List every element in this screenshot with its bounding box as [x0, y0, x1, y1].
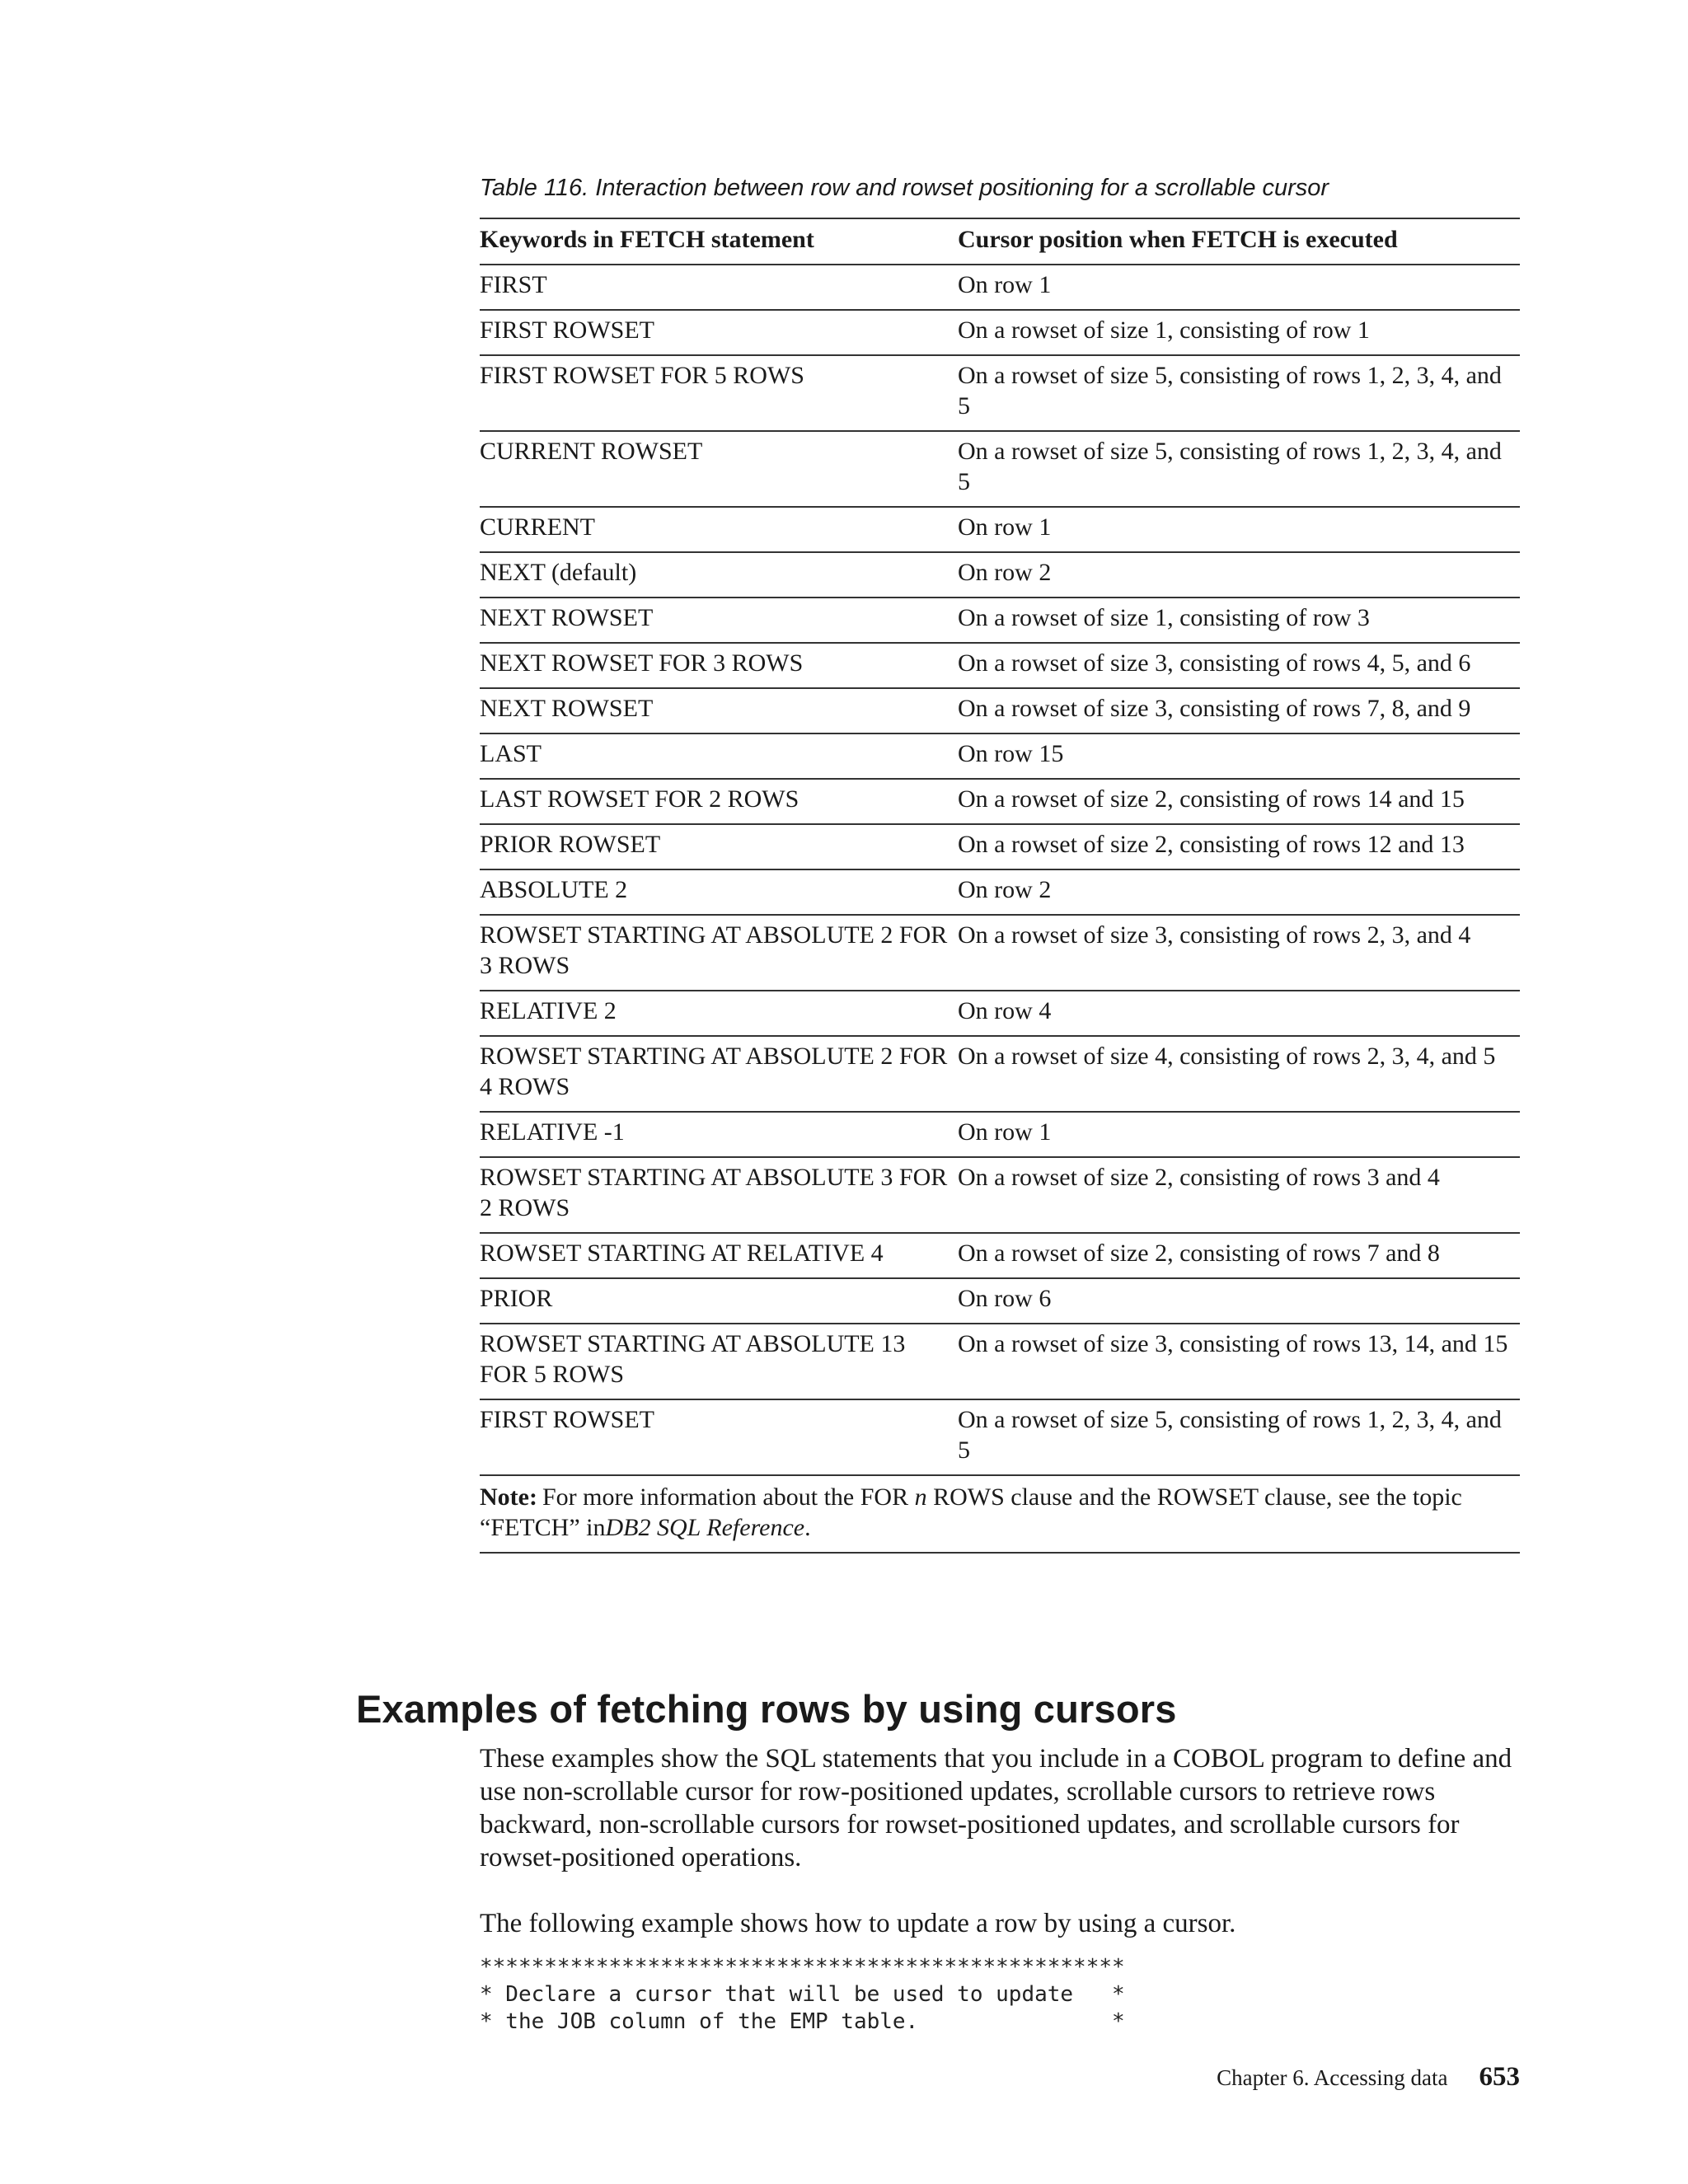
cursor-position-cell: On a rowset of size 2, consisting of rows 7 and 8 [958, 1233, 1520, 1278]
cursor-position-cell: On a rowset of size 3, consisting of rows 13, 14, and 15 [958, 1324, 1520, 1399]
table-row [480, 1036, 1520, 1112]
table-header-row [480, 218, 1520, 265]
page-footer [1217, 2062, 1520, 2093]
table-row [480, 688, 1520, 733]
keyword-cell: PRIOR ROWSET [480, 824, 958, 869]
keyword-cell: NEXT ROWSET [480, 598, 958, 643]
table-row [480, 310, 1520, 355]
table-row [480, 1233, 1520, 1278]
cursor-position-cell: On a rowset of size 1, consisting of row 1 [958, 310, 1520, 355]
cursor-position-cell: On row 6 [958, 1278, 1520, 1324]
cursor-position-cell: On a rowset of size 3, consisting of rows 7, 8, and 9 [958, 688, 1520, 733]
cursor-position-cell: On a rowset of size 2, consisting of rows 12 and 13 [958, 824, 1520, 869]
table-row [480, 1278, 1520, 1324]
keyword-cell: FIRST ROWSET [480, 1399, 958, 1475]
cursor-position-cell: On row 1 [958, 507, 1520, 552]
keyword-cell: FIRST [480, 265, 958, 310]
note-text-1: For more information about the FOR [542, 1483, 915, 1511]
cursor-position-cell: On row 1 [958, 265, 1520, 310]
keyword-cell: NEXT ROWSET [480, 688, 958, 733]
keyword-cell: ROWSET STARTING AT ABSOLUTE 13 FOR 5 ROWS [480, 1324, 958, 1399]
keyword-cell: ROWSET STARTING AT ABSOLUTE 3 FOR 2 ROWS [480, 1157, 958, 1233]
section-heading: Examples of fetching rows by using cursors [356, 1687, 1177, 1731]
keyword-cell: LAST ROWSET FOR 2 ROWS [480, 779, 958, 824]
keyword-cell: RELATIVE -1 [480, 1112, 958, 1157]
table-row [480, 265, 1520, 310]
keyword-cell: FIRST ROWSET FOR 5 ROWS [480, 355, 958, 431]
note-text-end: . [804, 1514, 811, 1541]
table-row [480, 733, 1520, 779]
column-header-cursor-position: Cursor position when FETCH is executed [958, 218, 1520, 265]
table-row [480, 1399, 1520, 1475]
table-row [480, 869, 1520, 915]
keyword-cell: ABSOLUTE 2 [480, 869, 958, 915]
table-row [480, 431, 1520, 507]
note-text-n: n [914, 1483, 927, 1511]
cursor-position-cell: On row 15 [958, 733, 1520, 779]
cursor-position-cell: On a rowset of size 5, consisting of rows 1, 2, 3, 4, and 5 [958, 431, 1520, 507]
table-note [480, 1475, 1520, 1553]
table-row [480, 643, 1520, 688]
table-caption: Table 116. Interaction between row and rowset positioning for a scrollable cursor [480, 175, 1329, 201]
section-intro-paragraph: These examples show the SQL statements that you include in a COBOL program to define and use non-scrollable cursor for row-positioned updates, scrollable cursors to retrieve rows backward, non-scrollable cursors for rowset-positioned updates, and scrollable cursors for rowset-positioned operations. [480, 1744, 1512, 1872]
cursor-position-cell: On a rowset of size 3, consisting of rows 4, 5, and 6 [958, 643, 1520, 688]
cursor-position-cell: On a rowset of size 5, consisting of rows 1, 2, 3, 4, and 5 [958, 355, 1520, 431]
cursor-position-cell: On a rowset of size 4, consisting of rows 2, 3, 4, and 5 [958, 1036, 1520, 1112]
table-row [480, 991, 1520, 1036]
footer-chapter-title: Chapter 6. Accessing data [1217, 2065, 1448, 2090]
table-row [480, 507, 1520, 552]
keyword-cell: LAST [480, 733, 958, 779]
keyword-cell: NEXT (default) [480, 552, 958, 598]
column-header-keywords: Keywords in FETCH statement [480, 218, 958, 265]
example-intro-paragraph: The following example shows how to update a row by using a cursor. [480, 1909, 1236, 1938]
keyword-cell: CURRENT ROWSET [480, 431, 958, 507]
keyword-cell: ROWSET STARTING AT ABSOLUTE 2 FOR 4 ROWS [480, 1036, 958, 1112]
page-number: 653 [1479, 2062, 1520, 2092]
table-row [480, 1157, 1520, 1233]
cursor-position-cell: On row 2 [958, 552, 1520, 598]
table-row [480, 598, 1520, 643]
keyword-cell: FIRST ROWSET [480, 310, 958, 355]
cursor-position-cell: On a rowset of size 2, consisting of rows 3 and 4 [958, 1157, 1520, 1233]
table-note-row [480, 1475, 1520, 1553]
fetch-positioning-table [480, 218, 1520, 1554]
table-row [480, 1324, 1520, 1399]
table-row [480, 355, 1520, 431]
cursor-position-cell: On row 2 [958, 869, 1520, 915]
cursor-position-cell: On row 4 [958, 991, 1520, 1036]
cursor-position-cell: On a rowset of size 2, consisting of rows 14 and 15 [958, 779, 1520, 824]
table-row [480, 915, 1520, 991]
keyword-cell: CURRENT [480, 507, 958, 552]
table-row [480, 779, 1520, 824]
keyword-cell: NEXT ROWSET FOR 3 ROWS [480, 643, 958, 688]
keyword-cell: RELATIVE 2 [480, 991, 958, 1036]
cursor-position-cell: On a rowset of size 3, consisting of rows 2, 3, and 4 [958, 915, 1520, 991]
table-row [480, 552, 1520, 598]
cursor-position-cell: On a rowset of size 5, consisting of rows 1, 2, 3, 4, and 5 [958, 1399, 1520, 1475]
keyword-cell: ROWSET STARTING AT RELATIVE 4 [480, 1233, 958, 1278]
note-text-2: ROWS clause and the ROWSET clause, see the topic “FETCH” in [480, 1483, 1462, 1541]
code-block: ************************************************** * Declare a cursor that will be used to update * * the JOB column of the EMP table. * [480, 1955, 1125, 2034]
cursor-position-cell: On row 1 [958, 1112, 1520, 1157]
table-row [480, 824, 1520, 869]
keyword-cell: ROWSET STARTING AT ABSOLUTE 2 FOR 3 ROWS [480, 915, 958, 991]
cursor-position-cell: On a rowset of size 1, consisting of row 3 [958, 598, 1520, 643]
keyword-cell: PRIOR [480, 1278, 958, 1324]
note-reference-link[interactable]: DB2 SQL Reference [605, 1514, 805, 1541]
note-label: Note: [480, 1483, 537, 1511]
table-row [480, 1112, 1520, 1157]
